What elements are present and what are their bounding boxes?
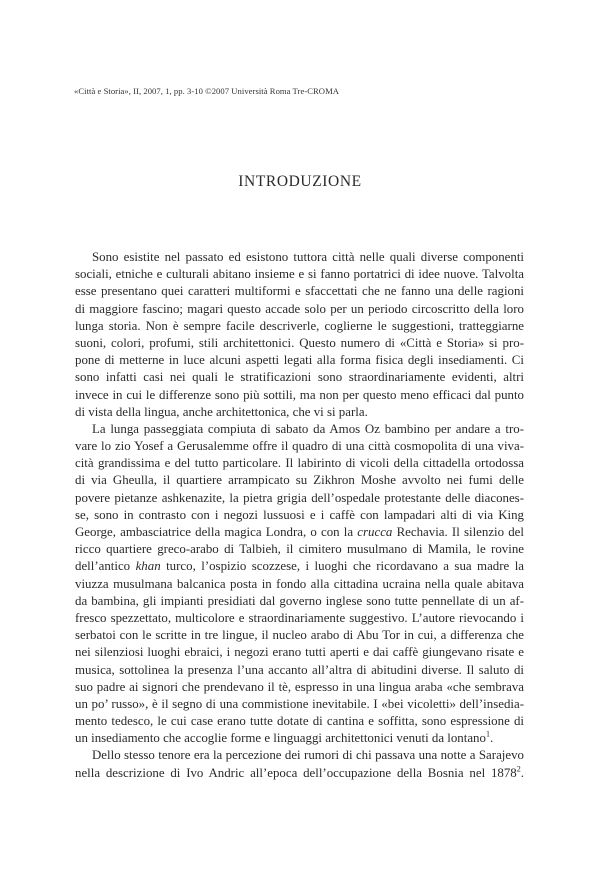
paragraph-line: sociali, etniche e culturali abitano insieme e si fanno portatrici di idee nuove. Talvolta: [75, 267, 524, 282]
paragraph-line: [75, 558, 524, 575]
paragraph-line: nei silenziosi luoghi ebraici, i negozi erano tutti aperti e dai caffè giungevano risate e: [75, 645, 524, 660]
paragraph-line: ricco quartiere greco-arabo di Talbieh, il cimitero musulmano di Mamila, le rovine: [75, 542, 524, 557]
paragraph-line: povere pietanze ashkenazite, la pietra grigia dell’ospedale protestante delle diacones-: [75, 490, 524, 505]
paragraph-line: [75, 730, 524, 747]
paragraph-line: sono infatti casi nei quali le stratificazioni sono straordinariamente evidenti, altri: [75, 370, 524, 385]
line-text: George, ambasciatrice della magica Londra, o con la: [75, 525, 354, 539]
paragraph-line: La lunga passeggiata compiuta di sabato da Amos Oz bambino per andare a tro-: [92, 421, 524, 436]
paragraph-line: un po’ russo», è il segno di una commistione inevitabile. I «bei vicoletti» dell’insedia-: [75, 696, 524, 711]
paragraph-line: lunga storia. Non è sempre facile descriverle, coglierne le suggestioni, tratteggiarne: [75, 318, 524, 333]
paragraph-line: pone di metterne in luce alcuni aspetti legati alla forma fisica degli insediamenti. Ci: [75, 353, 524, 368]
paragraph-line: serbatoi con le scritte in tre lingue, il nucleo arabo di Abu Tor in cui, a differenza che: [75, 628, 524, 643]
paragraph-line: se, sono in contrasto con i negozi lussuosi e i caffè con lampadari alti di via King: [75, 507, 524, 522]
page-title: INTRODUZIONE: [238, 173, 362, 190]
line-text: dell’antico: [75, 559, 131, 574]
paragraph-line: fresco spezzettato, multicolore e straordinariamente suggestivo. L’autore rievocando i: [75, 610, 524, 625]
punctuation: .: [520, 765, 524, 780]
line-text: un insediamento che accoglie forme e linguaggi architettonici venuti da lontano: [75, 731, 486, 746]
paragraph-line: esse presentano quei caratteri multiformi e sfaccettati che ne fanno una delle ragioni: [75, 284, 524, 299]
paragraph-line: vare lo zio Yosef a Gerusalemme offre il quadro di una città cosmopolita di una viva-: [75, 439, 524, 454]
paragraph-line: [75, 524, 524, 541]
line-text: Rechavia. Il silenzio del: [396, 525, 524, 539]
punctuation: .: [489, 731, 494, 746]
paragraph-line: di maggiore fascino; magari questo accade solo per un periodo circoscritto della loro: [75, 301, 524, 316]
paragraph-line: suo padre ai signori che prendevano il tè, espresso in una lingua araba «che sembrava: [75, 679, 524, 694]
paragraph-line: viuzza musulmana balcanica posta in fondo alla cittadina ucraina nella quale abitava: [75, 576, 524, 591]
paragraph-line: musica, sottolinea la presenza l’una accanto all’altra di abitudini diverse. Il saluto di: [75, 662, 524, 677]
italic-term: khan: [135, 559, 161, 574]
paragraph-line: di via Gheulla, il quartiere arrampicato su Zikhron Moshe avvolto nei fumi delle: [75, 473, 524, 488]
body-text: [75, 249, 524, 782]
italic-term: crucca: [357, 525, 393, 539]
paragraph-line: Sono esistite nel passato ed esistono tuttora città nelle quali diverse componenti: [92, 250, 524, 264]
journal-citation-header: «Città e Storia», II, 2007, 1, pp. 3-10 ©2007 Università Roma Tre-CROMA: [74, 86, 340, 96]
paragraph-line: [75, 765, 524, 782]
line-text: nella descrizione di Ivo Andric all’epoca dell’occupazione della Bosnia nel 1878: [75, 765, 517, 780]
paragraph-line: suoni, colori, profumi, stili architettonici. Questo numero di «Città e Storia» si pro-: [75, 335, 524, 350]
paragraph-line: Dello stesso tenore era la percezione dei rumori di chi passava una notte a Sarajevo: [92, 748, 524, 763]
footnote-marker[interactable]: 2: [516, 764, 521, 774]
paragraph-line: cità grandissima e del tutto particolare. Il labirinto di vicoli della cittadella ortodossa: [75, 456, 524, 471]
line-text: turco, l’ospizio scozzese, i luoghi che ricordavano a sua madre la: [166, 559, 524, 574]
paragraph-line: invece in cui le differenze sono più sottili, ma non per questo meno efficaci dal punto: [75, 387, 524, 402]
paragraph-line: da bambina, gli impianti presidiati dal governo inglese sono tutte pennellate di un af-: [75, 593, 524, 608]
paragraph-line: mento tedesco, le cui case erano tutte dotate di cantina e soffitta, sono espressione di: [75, 714, 524, 729]
paragraph-line: di vista della lingua, anche architettonica, che vi si parla.: [75, 404, 368, 419]
footnote-marker[interactable]: 1: [485, 729, 490, 739]
